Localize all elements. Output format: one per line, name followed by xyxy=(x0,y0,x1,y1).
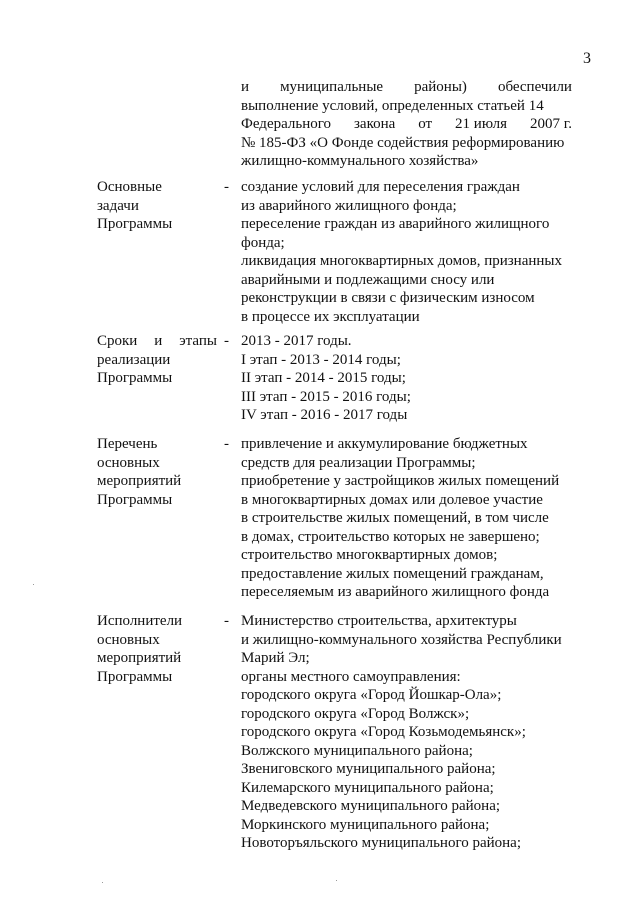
content-line: создание условий для переселения граждан xyxy=(241,179,520,195)
label-line: Программы xyxy=(97,216,173,232)
content-line: из аварийного жилищного фонда; xyxy=(241,197,457,214)
scan-speck xyxy=(336,880,337,881)
content-line: переселение граждан из аварийного жилищного xyxy=(241,216,550,232)
section-content xyxy=(241,332,572,425)
content-line: ликвидация многоквартирных домов, признанных xyxy=(241,253,562,269)
content-line: предоставление жилых помещений гражданам, xyxy=(241,565,544,582)
label-line: мероприятий xyxy=(97,473,182,489)
content-line: в процессе их эксплуатации xyxy=(241,308,420,325)
label-line: Перечень xyxy=(97,436,158,452)
content-line: городского округа «Город Йошкар-Ола»; xyxy=(241,687,502,703)
content-line: реконструкции в связи с физическим износом xyxy=(241,290,535,306)
label-line: Исполнители xyxy=(97,613,183,629)
section-content xyxy=(241,612,572,853)
section-label xyxy=(97,332,217,388)
label-word: и xyxy=(154,333,163,349)
content-line: Министерство строительства, архитектуры xyxy=(241,613,517,629)
section-content xyxy=(241,435,572,602)
section-dash: - xyxy=(224,436,229,452)
content-line: приобретение у застройщиков жилых помещений xyxy=(241,473,560,489)
intro-word: Федерального xyxy=(241,116,332,132)
section-dash: - xyxy=(224,613,229,629)
label-line: Программы xyxy=(97,491,173,508)
intro-word: 2007 г. xyxy=(530,116,572,132)
content-line: Волжского муниципального района; xyxy=(241,742,473,759)
label-word: этапы xyxy=(179,333,217,349)
content-line: Новоторъяльского муниципального района; xyxy=(241,835,522,851)
label-line: основных xyxy=(97,631,160,648)
intro-line-1 xyxy=(241,78,572,97)
content-line: IV этап - 2016 - 2017 годы xyxy=(241,407,408,423)
content-line: Медведевского муниципального района; xyxy=(241,798,501,814)
content-line: городского округа «Город Волжск»; xyxy=(241,705,470,722)
page-number: 3 xyxy=(583,50,591,67)
intro-word: муниципальные xyxy=(280,79,384,95)
content-line: I этап - 2013 - 2014 годы; xyxy=(241,351,401,368)
section-dash: - xyxy=(224,179,229,195)
content-line: 2013 - 2017 годы. xyxy=(241,333,352,349)
label-line: Основные xyxy=(97,179,162,195)
intro-paragraph xyxy=(241,78,572,171)
label-line: мероприятий xyxy=(97,650,182,666)
content-line: переселяемым из аварийного жилищного фонда xyxy=(241,584,550,600)
intro-word: районы) xyxy=(414,79,467,95)
scan-speck xyxy=(102,882,103,883)
intro-word: и xyxy=(241,79,250,95)
content-line: III этап - 2015 - 2016 годы; xyxy=(241,388,411,405)
label-line: задачи xyxy=(97,197,139,214)
content-line: органы местного самоуправления: xyxy=(241,668,461,685)
label-word: Сроки xyxy=(97,333,138,349)
content-line: Марий Эл; xyxy=(241,650,310,666)
content-line: в строительстве жилых помещений, в том числе xyxy=(241,510,549,526)
content-line: Звениговского муниципального района; xyxy=(241,761,496,777)
intro-line-4: № 185-ФЗ «О Фонде содействия реформированию xyxy=(241,134,565,151)
section-label xyxy=(97,178,217,234)
scan-speck xyxy=(33,584,34,585)
label-line: Программы xyxy=(97,370,173,386)
label-line: Программы xyxy=(97,668,173,685)
intro-line-5: жилищно-коммунального хозяйства» xyxy=(241,153,479,169)
content-line: городского округа «Город Козьмодемьянск»; xyxy=(241,724,526,740)
intro-line-2: выполнение условий, определенных статьей 14 xyxy=(241,97,544,114)
content-line: фонда; xyxy=(241,234,285,251)
label-line: основных xyxy=(97,454,160,471)
section-dash: - xyxy=(224,333,229,349)
intro-word: от xyxy=(418,116,433,132)
content-line: в многоквартирных домах или долевое участие xyxy=(241,491,543,508)
content-line: в домах, строительство которых не завершено; xyxy=(241,528,540,545)
intro-word: обеспечили xyxy=(497,79,572,95)
label-line: реализации xyxy=(97,351,171,368)
intro-line-3 xyxy=(241,115,572,134)
content-line: строительство многоквартирных домов; xyxy=(241,547,498,563)
content-line: Килемарского муниципального района; xyxy=(241,779,494,796)
content-line: средств для реализации Программы; xyxy=(241,454,476,471)
intro-word: закона xyxy=(353,116,396,132)
content-line: Моркинского муниципального района; xyxy=(241,816,490,833)
content-line: II этап - 2014 - 2015 годы; xyxy=(241,370,406,386)
section-label xyxy=(97,612,217,686)
section-label xyxy=(97,435,217,509)
label-line xyxy=(97,332,217,351)
content-line: и жилищно-коммунального хозяйства Республики xyxy=(241,631,562,648)
intro-word: 21 июля xyxy=(455,116,508,132)
content-line: аварийными и подлежащими сносу или xyxy=(241,271,495,288)
section-content xyxy=(241,178,572,326)
content-line: привлечение и аккумулирование бюджетных xyxy=(241,436,528,452)
